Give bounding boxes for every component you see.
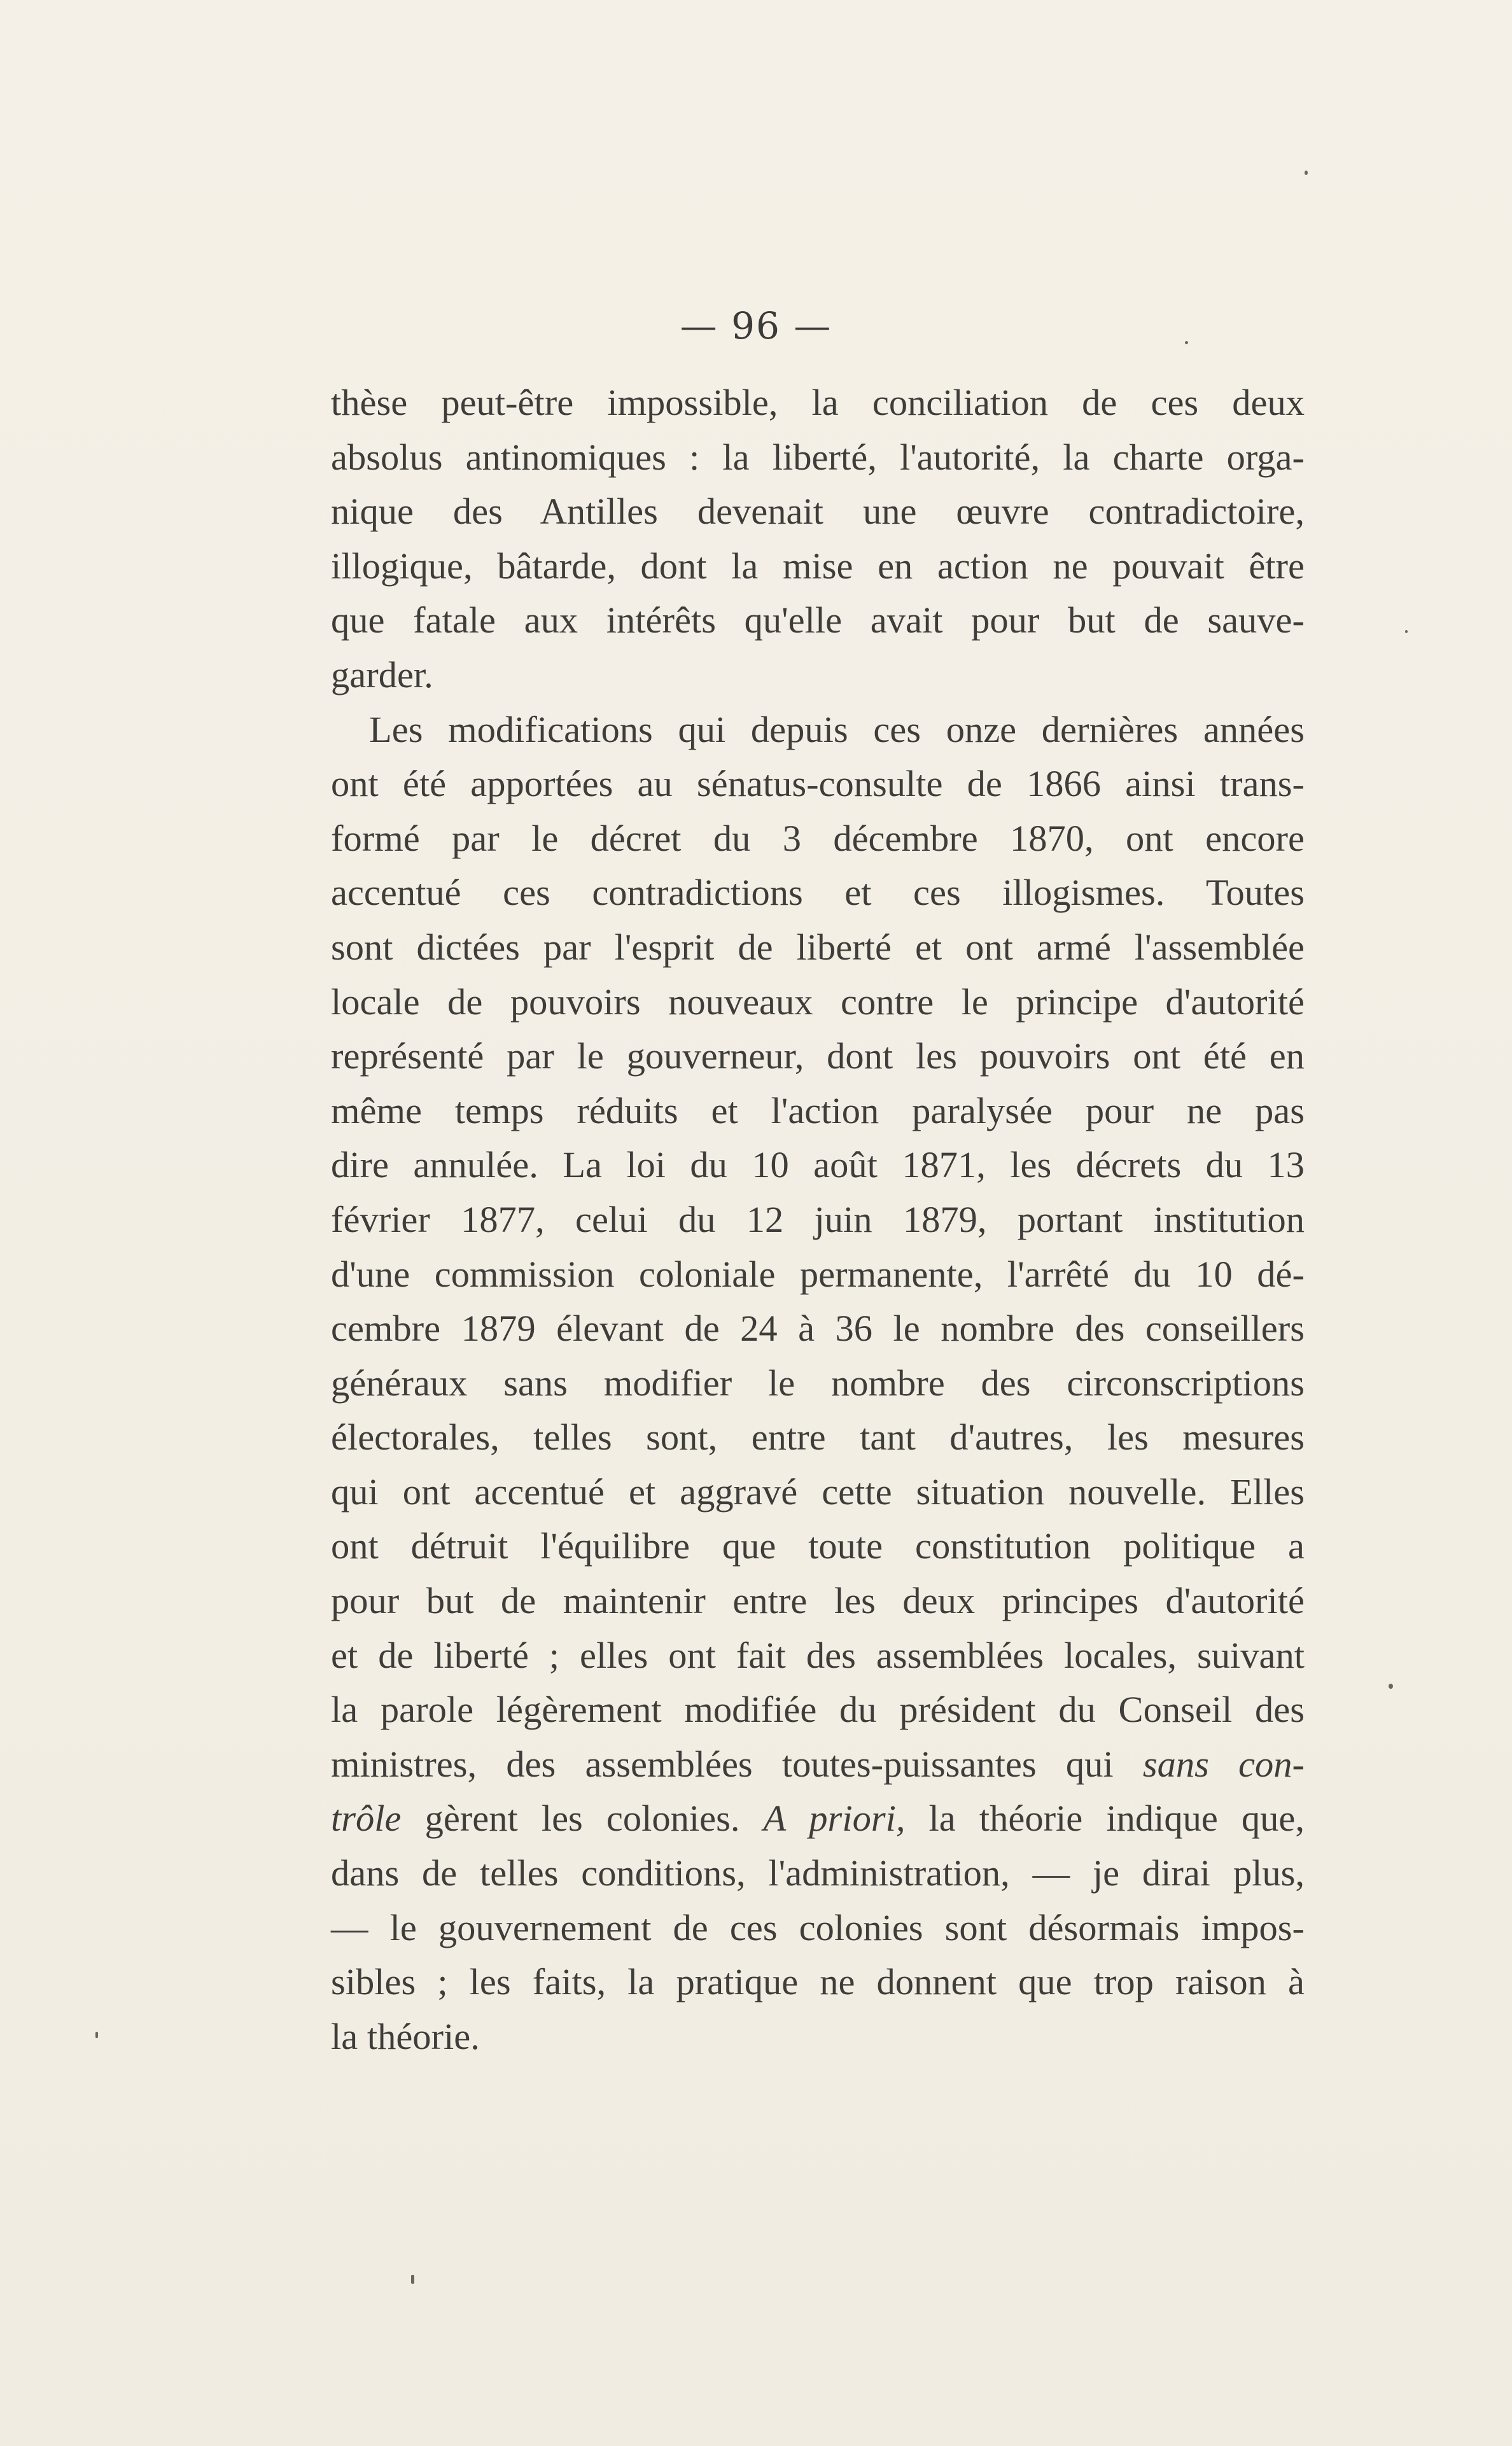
text-segment: la théorie indique que,	[905, 1798, 1305, 1840]
italic-segment: A priori,	[763, 1798, 906, 1840]
paper-speck	[1405, 630, 1408, 633]
text-line: cembre 1879 élevant de 24 à 36 le nombre des conseillers	[331, 1308, 1305, 1350]
text-line: électorales, telles sont, entre tant d'autres, les mesures	[331, 1416, 1305, 1458]
text-line: garder.	[331, 653, 433, 695]
text-line: la théorie.	[331, 2015, 480, 2057]
text-line: locale de pouvoirs nouveaux contre le principe d'autorité	[331, 981, 1305, 1023]
text-line: représenté par le gouverneur, dont les pouvoirs ont été en	[331, 1035, 1305, 1077]
italic-segment: trôle	[331, 1798, 402, 1840]
text-line: et de liberté ; elles ont fait des assemblées locales, suivant	[331, 1634, 1305, 1676]
paper-speck	[95, 2032, 98, 2038]
text-line: sibles ; les faits, la pratique ne donnent que trop raison à	[331, 1961, 1305, 2003]
text-line: généraux sans modifier le nombre des circonscriptions	[331, 1362, 1305, 1404]
text-line: illogique, bâtarde, dont la mise en action ne pouvait être	[331, 545, 1305, 587]
text-line-mixed	[331, 1737, 1305, 1792]
text-line: thèse peut-être impossible, la conciliation de ces deux	[331, 382, 1305, 423]
page-number: — 96 —	[680, 304, 832, 347]
text-line: formé par le décret du 3 décembre 1870, ont encore	[331, 817, 1305, 859]
paper-speck	[1305, 171, 1308, 175]
text-line: — le gouvernement de ces colonies sont désormais impos-	[331, 1906, 1305, 1948]
text-line: d'une commission coloniale permanente, l'arrêté du 10 dé-	[331, 1253, 1305, 1295]
text-line: dans de telles conditions, l'administration, — je dirai plus,	[331, 1852, 1305, 1894]
text-line: Les modifications qui depuis ces onze dernières années	[369, 708, 1305, 750]
text-line: accentué ces contradictions et ces illogismes. Toutes	[331, 872, 1305, 914]
text-line: ont été apportées au sénatus-consulte de 1866 ainsi trans-	[331, 763, 1305, 805]
text-line: sont dictées par l'esprit de liberté et ont armé l'assemblée	[331, 926, 1305, 968]
text-line: qui ont accentué et aggravé cette situation nouvelle. Elles	[331, 1471, 1305, 1513]
italic-segment: sans con-	[1142, 1743, 1305, 1785]
text-line: pour but de maintenir entre les deux principes d'autorité	[331, 1580, 1305, 1622]
paper-speck	[1389, 1684, 1393, 1689]
text-line: ont détruit l'équilibre que toute constitution politique a	[331, 1525, 1305, 1567]
text-line: dire annulée. La loi du 10 août 1871, les décrets du 13	[331, 1144, 1305, 1186]
text-line: nique des Antilles devenait une œuvre contradictoire,	[331, 491, 1305, 533]
text-segment: gèrent les colonies.	[401, 1798, 764, 1840]
text-line: février 1877, celui du 12 juin 1879, portant institution	[331, 1198, 1305, 1240]
text-line: que fatale aux intérêts qu'elle avait pour but de sauve-	[331, 599, 1305, 641]
text-line: même temps réduits et l'action paralysée pour ne pas	[331, 1089, 1305, 1131]
text-line-mixed	[331, 1791, 1305, 1846]
paper-speck	[1185, 341, 1188, 344]
body-text	[331, 375, 1305, 2064]
text-line: absolus antinomiques : la liberté, l'autorité, la charte orga-	[331, 436, 1305, 478]
text-segment: ministres, des assemblées toutes-puissantes qui	[331, 1743, 1143, 1785]
paper-speck	[411, 2275, 414, 2284]
text-line: la parole légèrement modifiée du président du Conseil des	[331, 1689, 1305, 1731]
